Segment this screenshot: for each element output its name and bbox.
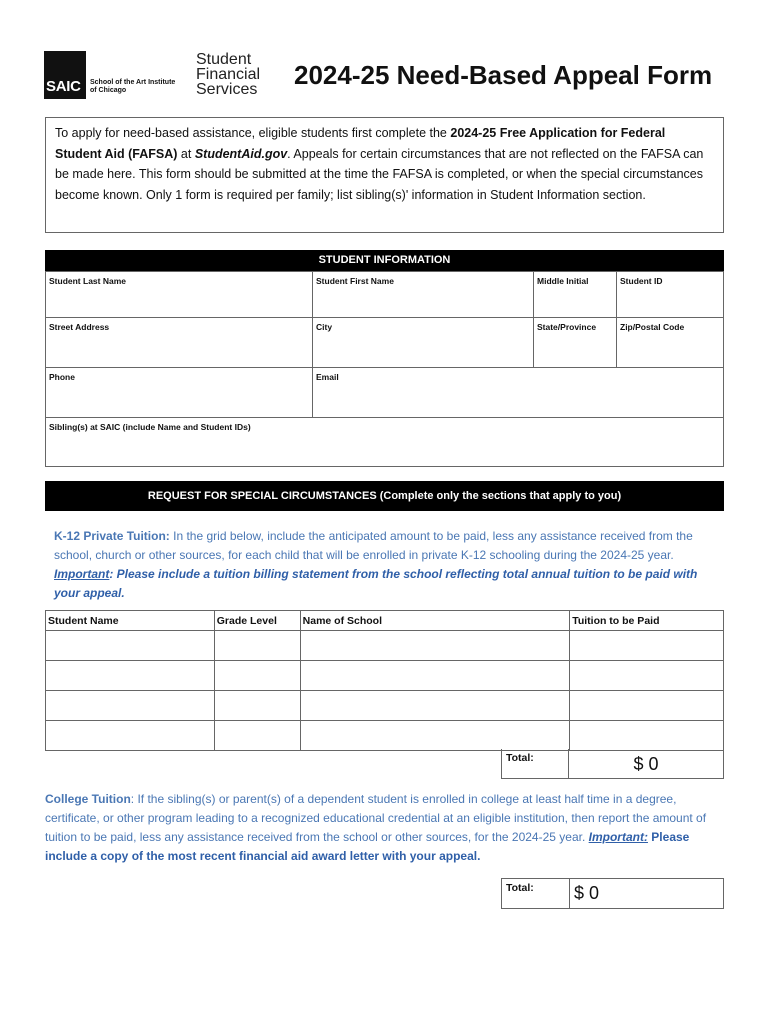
college-label: College Tuition	[45, 792, 131, 806]
table-row	[46, 631, 724, 661]
college-instructions	[45, 790, 721, 866]
table-row	[46, 721, 724, 751]
student-info-heading: STUDENT INFORMATION	[45, 250, 724, 271]
col-tuition: Tuition to be Paid	[570, 611, 724, 631]
city-label: City	[316, 322, 333, 332]
table-cell[interactable]	[570, 631, 724, 661]
table-cell[interactable]	[214, 691, 300, 721]
dept-line-2: Financial	[196, 66, 261, 83]
student-info-grid	[45, 271, 724, 467]
saic-logo	[44, 51, 86, 99]
table-cell[interactable]	[214, 721, 300, 751]
table-cell[interactable]	[300, 691, 570, 721]
col-school-name: Name of School	[300, 611, 570, 631]
last-name-field[interactable]	[46, 272, 313, 318]
table-cell[interactable]	[46, 691, 215, 721]
table-cell[interactable]	[214, 661, 300, 691]
college-text: : If the sibling(s) or parent(s) of a dependent student is enrolled in college at least half time in a degree, certificate, or other program leading to a recognized educational credential at an eligible institution, then report the amount of tuition to be paid, less any assistance received from the school or other sources, for the 2024-25 year.	[45, 792, 707, 844]
dept-line-1: Student	[196, 51, 252, 68]
siblings-label: Sibling(s) at SAIC (include Name and Student IDs)	[49, 422, 251, 432]
table-cell[interactable]	[300, 721, 570, 751]
table-cell[interactable]	[46, 661, 215, 691]
col-grade-level: Grade Level	[214, 611, 300, 631]
college-important: Important:	[588, 830, 648, 844]
table-row	[46, 691, 724, 721]
state-label: State/Province	[537, 322, 597, 332]
logo-line-2: of Chicago	[90, 87, 127, 94]
college-total-value[interactable]: $ 0	[574, 883, 600, 903]
last-name-label: Student Last Name	[49, 276, 126, 286]
zip-label: Zip/Postal Code	[620, 322, 685, 332]
dept-line-3: Services	[196, 81, 258, 98]
col-student-name: Student Name	[46, 611, 215, 631]
table-cell[interactable]	[46, 631, 215, 661]
middle-initial-field[interactable]	[534, 272, 617, 318]
k12-text: In the grid below, include the anticipated amount to be paid, less any assistance received from the school, church or other sources, for each child that will be enrolled in private K-12 schooling during the 2024-25 year.	[54, 529, 693, 562]
intro-text-1: To apply for need-based assistance, eligible students first complete the	[55, 126, 451, 140]
email-field[interactable]	[313, 368, 723, 418]
k12-label: K-12 Private Tuition:	[54, 529, 170, 543]
email-label: Email	[316, 372, 339, 382]
k12-important-text: : Please include a tuition billing statement from the school reflecting total annual tuition to be paid with your appeal.	[54, 567, 698, 600]
intro-text-3: . Appeals for certain circumstances that are not reflected on the FAFSA can be made here. This form should be submitted at the time the FAFSA is completed, or when the special circumstances become known. Only 1 form is required per family; list sibling(s)' information in Student Information section.	[55, 146, 704, 202]
table-header-row	[46, 611, 724, 631]
siblings-field[interactable]	[46, 418, 723, 466]
special-circumstances-heading: REQUEST FOR SPECIAL CIRCUMSTANCES (Complete only the sections that apply to you)	[45, 481, 724, 511]
k12-tuition-table	[45, 610, 724, 751]
city-field[interactable]	[313, 318, 534, 368]
first-name-field[interactable]	[313, 272, 534, 318]
college-total-label: Total:	[502, 879, 570, 908]
student-id-label: Student ID	[620, 276, 663, 286]
college-total-row	[501, 878, 724, 909]
phone-label: Phone	[49, 372, 75, 382]
studentaid-link[interactable]: StudentAid.gov	[194, 146, 288, 161]
k12-total-label: Total:	[501, 749, 569, 779]
table-cell[interactable]	[300, 661, 570, 691]
middle-initial-label: Middle Initial	[537, 276, 589, 286]
table-cell[interactable]	[46, 721, 215, 751]
street-label: Street Address	[49, 322, 110, 332]
intro-box	[45, 117, 724, 233]
phone-field[interactable]	[46, 368, 313, 418]
page-title: 2024-25 Need-Based Appeal Form	[294, 60, 713, 90]
student-id-field[interactable]	[617, 272, 723, 318]
k12-instructions	[54, 527, 719, 603]
k12-important: Important	[54, 567, 110, 581]
department-name	[196, 52, 260, 97]
table-row	[46, 661, 724, 691]
state-field[interactable]	[534, 318, 617, 368]
fafsa-name: 2024-25 Free Application for Federal Student Aid (FAFSA)	[55, 126, 666, 161]
logo-mark: SAIC	[46, 78, 81, 95]
table-cell[interactable]	[300, 631, 570, 661]
k12-total-row	[501, 749, 724, 779]
table-cell[interactable]	[570, 691, 724, 721]
table-cell[interactable]	[214, 631, 300, 661]
logo-text	[90, 79, 175, 95]
table-cell[interactable]	[570, 661, 724, 691]
college-important-text: Please include a copy of the most recent financial aid award letter with your appeal.	[45, 830, 690, 863]
table-cell[interactable]	[570, 721, 724, 751]
logo-line-1: School of the Art Institute	[90, 79, 176, 86]
intro-text-2: at	[177, 146, 195, 161]
k12-total-value[interactable]: $ 0	[569, 749, 724, 779]
first-name-label: Student First Name	[316, 276, 394, 286]
zip-field[interactable]	[617, 318, 723, 368]
street-address-field[interactable]	[46, 318, 313, 368]
